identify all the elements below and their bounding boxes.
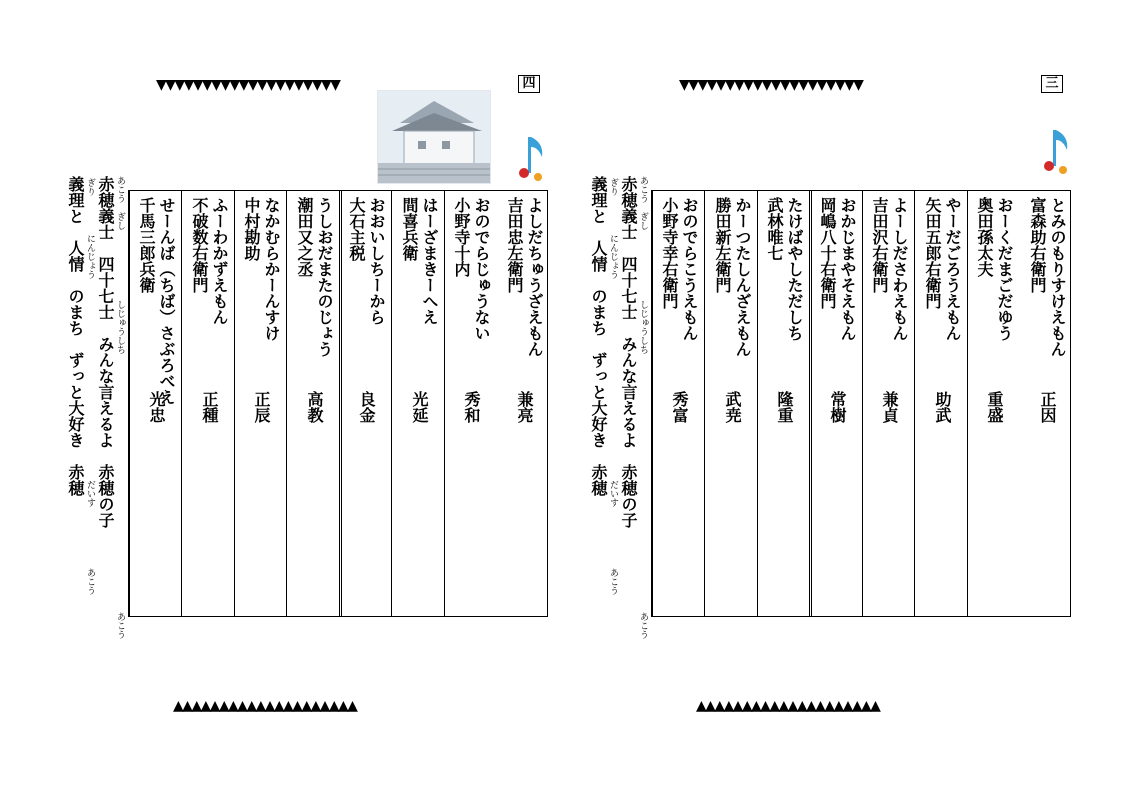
table-row xyxy=(809,191,862,616)
name-kanji: 潮田又之丞 xyxy=(295,197,314,277)
name-kanji: 勝田新左衛門 xyxy=(713,197,732,293)
name-reading: おかじまやそえもん xyxy=(838,197,857,341)
ruby-shijushichi: しじゅうしち xyxy=(115,300,125,354)
name-kanji: 小野寺幸右衛門 xyxy=(660,197,679,309)
ruby-ako: あこう xyxy=(608,568,618,595)
name-reading: かーつたしんざえもん xyxy=(733,197,752,357)
table-row xyxy=(496,191,549,616)
bottom-triangle-border: ▲▲▲▲▲▲▲▲▲▲▲▲▲▲▲▲▲▲▲▲ xyxy=(173,698,357,714)
ruby-gishi: ぎし xyxy=(115,212,125,230)
ruby-daisu: だいす xyxy=(85,480,95,507)
real-name: 秀富 xyxy=(670,391,689,423)
name-kanji: 千馬三郎兵衛 xyxy=(137,197,156,293)
name-reading: なかむらかーんすけ xyxy=(262,197,281,341)
name-reading: とみのもりすけえもん xyxy=(1048,197,1067,357)
name-reading: おーくだまごだゆう xyxy=(995,197,1014,341)
table-row xyxy=(704,191,757,616)
real-name: 正因 xyxy=(1038,391,1057,423)
ruby-ako: あこう xyxy=(638,176,648,203)
table-row xyxy=(286,191,339,616)
name-kanji: 小野寺十内 xyxy=(452,197,471,277)
bottom-triangle-border: ▲▲▲▲▲▲▲▲▲▲▲▲▲▲▲▲▲▲▲▲ xyxy=(696,698,880,714)
real-name: 秀和 xyxy=(462,391,481,423)
real-name: 光延 xyxy=(410,391,429,423)
name-kanji: 武林唯七 xyxy=(765,197,784,261)
top-triangle-border: ▼▼▼▼▼▼▼▼▼▼▼▼▼▼▼▼▼▼▼▼ xyxy=(679,77,863,93)
name-kanji: 岡嶋八十右衛門 xyxy=(818,197,837,309)
real-name: 隆重 xyxy=(775,391,794,423)
ruby-gishi: ぎし xyxy=(638,212,648,230)
music-note-icon xyxy=(518,135,544,187)
names-table xyxy=(651,190,1071,617)
name-reading: よしだちゅうざえもん xyxy=(525,197,544,357)
table-row xyxy=(339,191,391,616)
ruby-ako: あこう xyxy=(115,612,125,639)
page-number: 四 xyxy=(518,75,540,93)
table-row xyxy=(967,191,1019,616)
right-page xyxy=(561,0,1123,794)
name-reading: ふーわかずえもん xyxy=(210,197,229,325)
ruby-daisu: だいす xyxy=(608,480,618,507)
real-name: 正種 xyxy=(200,391,219,423)
name-reading: よーしださわえもん xyxy=(890,197,909,341)
ruby-giri: ぎり xyxy=(85,178,95,196)
real-name: 兼亮 xyxy=(515,391,534,423)
castle-image xyxy=(377,90,491,184)
name-reading: おのでらじゅうない xyxy=(472,197,491,341)
table-row xyxy=(444,191,496,616)
names-table xyxy=(128,190,548,617)
real-name: 光忠 xyxy=(147,391,166,423)
name-kanji: 不破数右衛門 xyxy=(190,197,209,293)
name-reading: はーざまきーへえ xyxy=(420,197,439,325)
table-row xyxy=(129,191,181,616)
ruby-ninjo: にんじょう xyxy=(608,234,618,279)
name-kanji: 富森助右衛門 xyxy=(1028,197,1047,293)
real-name: 良金 xyxy=(357,391,376,423)
real-name: 常樹 xyxy=(828,391,847,423)
name-kanji: 吉田沢右衛門 xyxy=(870,197,889,293)
chorus-line-1: 赤穂義士 四十七士 みんな言えるよ 赤穂の子 xyxy=(96,176,115,528)
music-note-icon xyxy=(1043,128,1069,180)
name-reading: たけばやしただしち xyxy=(785,197,804,341)
real-name: 高教 xyxy=(305,391,324,423)
name-reading: おおいしちーから xyxy=(367,197,386,325)
name-kanji: 矢田五郎右衛門 xyxy=(923,197,942,309)
ruby-ninjo: にんじょう xyxy=(85,234,95,279)
real-name: 重盛 xyxy=(985,391,1004,423)
real-name: 武尭 xyxy=(723,391,742,423)
name-kanji: 大石主税 xyxy=(347,197,366,261)
name-kanji: 間喜兵衛 xyxy=(400,197,419,261)
name-kanji: 奥田孫太夫 xyxy=(975,197,994,277)
real-name: 兼貞 xyxy=(880,391,899,423)
table-row xyxy=(391,191,444,616)
name-reading: せーんば（ちば）さぶろべえ xyxy=(157,197,176,405)
real-name: 正辰 xyxy=(252,391,271,423)
ruby-shijushichi: しじゅうしち xyxy=(638,300,648,354)
name-kanji: 中村勘助 xyxy=(242,197,261,261)
chorus-line-2: 義理と 人情 のまち ずっと大好き 赤穂 xyxy=(66,176,85,496)
ruby-ako: あこう xyxy=(85,568,95,595)
name-reading: うしおだまたのじょう xyxy=(315,197,334,357)
table-row xyxy=(181,191,234,616)
chorus-line-2: 義理と 人情 のまち ずっと大好き 赤穂 xyxy=(589,176,608,496)
ruby-giri: ぎり xyxy=(608,178,618,196)
name-reading: やーだごろうえもん xyxy=(943,197,962,341)
top-triangle-border: ▼▼▼▼▼▼▼▼▼▼▼▼▼▼▼▼▼▼▼▼ xyxy=(156,77,340,93)
ruby-ako: あこう xyxy=(115,176,125,203)
chorus-line-1: 赤穂義士 四十七士 みんな言えるよ 赤穂の子 xyxy=(619,176,638,528)
table-row xyxy=(914,191,967,616)
ruby-ako: あこう xyxy=(638,612,648,639)
table-row xyxy=(1019,191,1072,616)
table-row xyxy=(757,191,809,616)
name-reading: おのでらこうえもん xyxy=(680,197,699,341)
page-number: 三 xyxy=(1041,75,1063,93)
real-name: 助武 xyxy=(933,391,952,423)
name-kanji: 吉田忠左衛門 xyxy=(505,197,524,293)
table-row xyxy=(652,191,704,616)
table-row xyxy=(234,191,286,616)
table-row xyxy=(862,191,914,616)
